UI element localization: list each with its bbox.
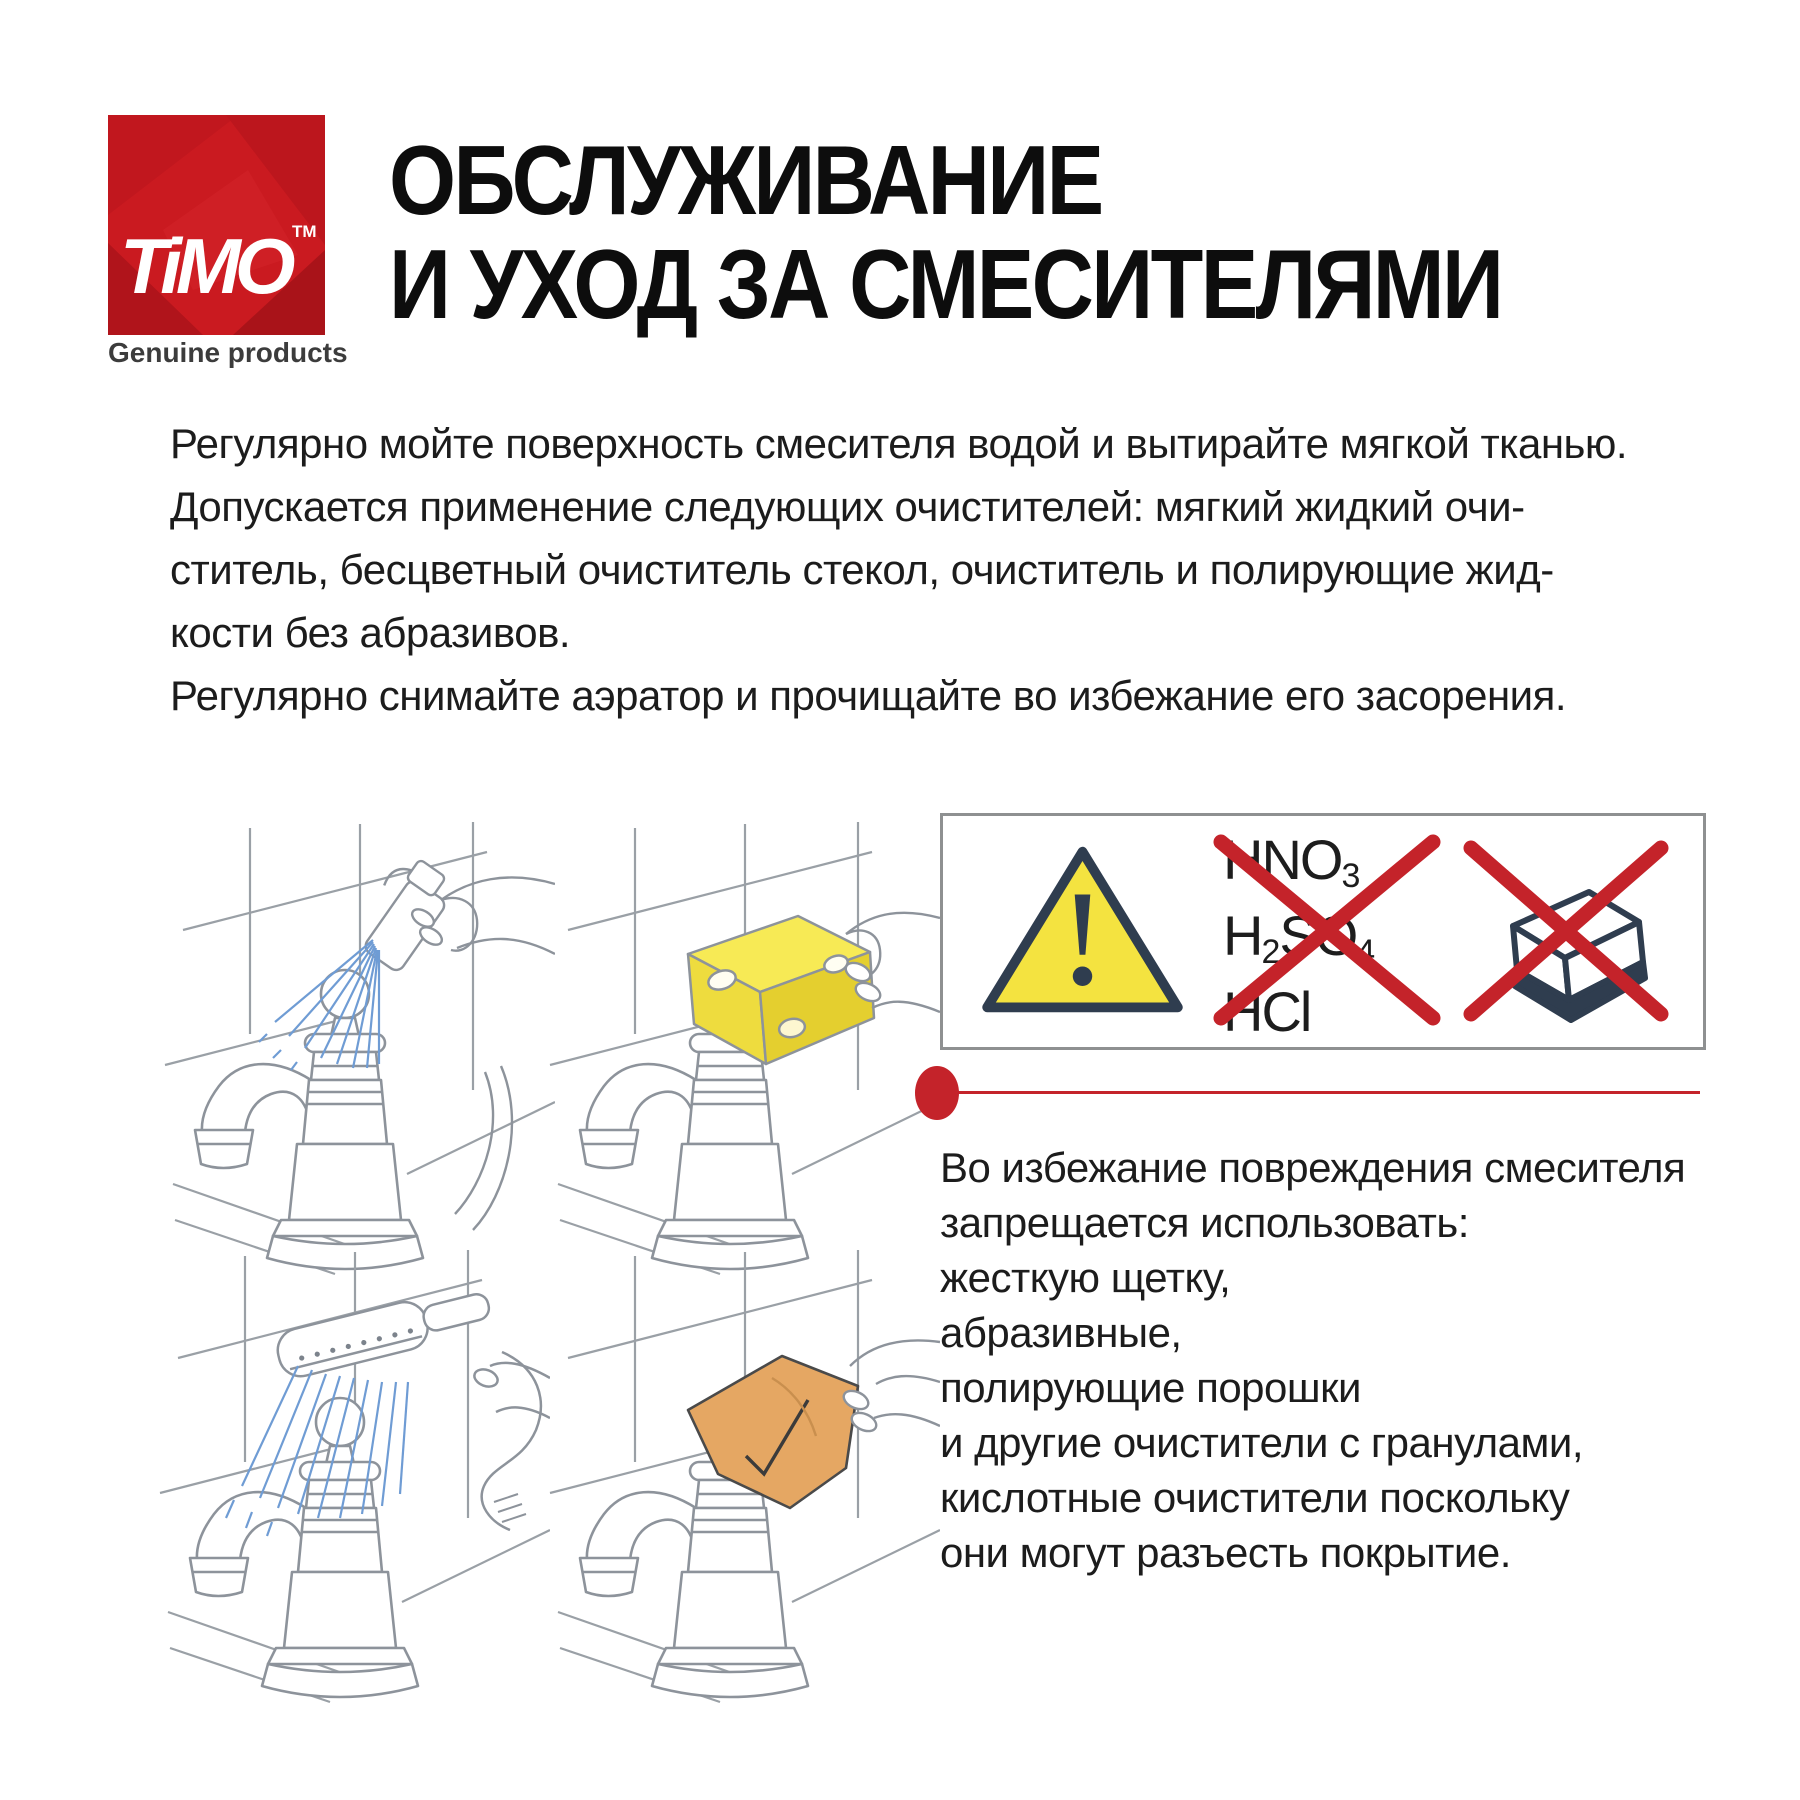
- caution-line: полирующие порошки: [940, 1364, 1361, 1411]
- page-title: [389, 125, 1502, 339]
- page-title-line2: И УХОД ЗА СМЕСИТЕЛЯМИ: [389, 229, 1502, 339]
- warning-sign-box: [940, 813, 1706, 1050]
- caution-line: запрещается использовать:: [940, 1199, 1469, 1246]
- timo-logo-icon: [108, 115, 325, 335]
- intro-paragraph: [170, 412, 1627, 727]
- intro-line: Допускается применение следующих очистителей: мягкий жидкий очи-: [170, 483, 1525, 530]
- caution-line: абразивные,: [940, 1309, 1182, 1356]
- intro-line: Регулярно мойте поверхность смесителя водой и вытирайте мягкой тканью.: [170, 420, 1628, 467]
- illustration-shower-rinse: [150, 1250, 550, 1710]
- caution-line: кислотные очистители поскольку: [940, 1474, 1570, 1521]
- illustration-sponge-wipe: [540, 822, 940, 1282]
- intro-line: ститель, бесцветный очиститель стекол, очиститель и полирующие жид-: [170, 546, 1554, 593]
- page-title-line1: ОБСЛУЖИВАНИЕ: [389, 125, 1102, 235]
- no-abrasive-sponge-icon: [1451, 832, 1679, 1028]
- no-acids-icon: [1211, 828, 1443, 1043]
- illustration-cloth-wipe: [540, 1250, 940, 1710]
- red-cross-icon: [1211, 830, 1443, 1030]
- warning-triangle-icon: [975, 840, 1190, 1020]
- intro-line: Регулярно снимайте аэратор и прочищайте во избежание его засорения.: [170, 672, 1567, 719]
- acid-formulas: $HNO_3$ $H_2SO_4$ HCl: [1223, 828, 1375, 1043]
- caution-paragraph: [940, 1140, 1685, 1580]
- caution-line: и другие очистители с гранулами,: [940, 1419, 1584, 1466]
- timo-logo: [108, 115, 325, 335]
- caution-line: Во избежание повреждения смесителя: [940, 1144, 1686, 1191]
- timo-wordmark: TiMO: [120, 222, 290, 310]
- trademark-symbol: TM: [292, 222, 317, 241]
- caution-line: жесткую щетку,: [940, 1254, 1231, 1301]
- illustration-spray-rinse: [155, 822, 555, 1282]
- logo-tagline: Genuine products: [108, 337, 348, 368]
- red-divider-line: [950, 1091, 1700, 1094]
- caution-line: они могут разъесть покрытие.: [940, 1529, 1511, 1576]
- intro-line: кости без абразивов.: [170, 609, 571, 656]
